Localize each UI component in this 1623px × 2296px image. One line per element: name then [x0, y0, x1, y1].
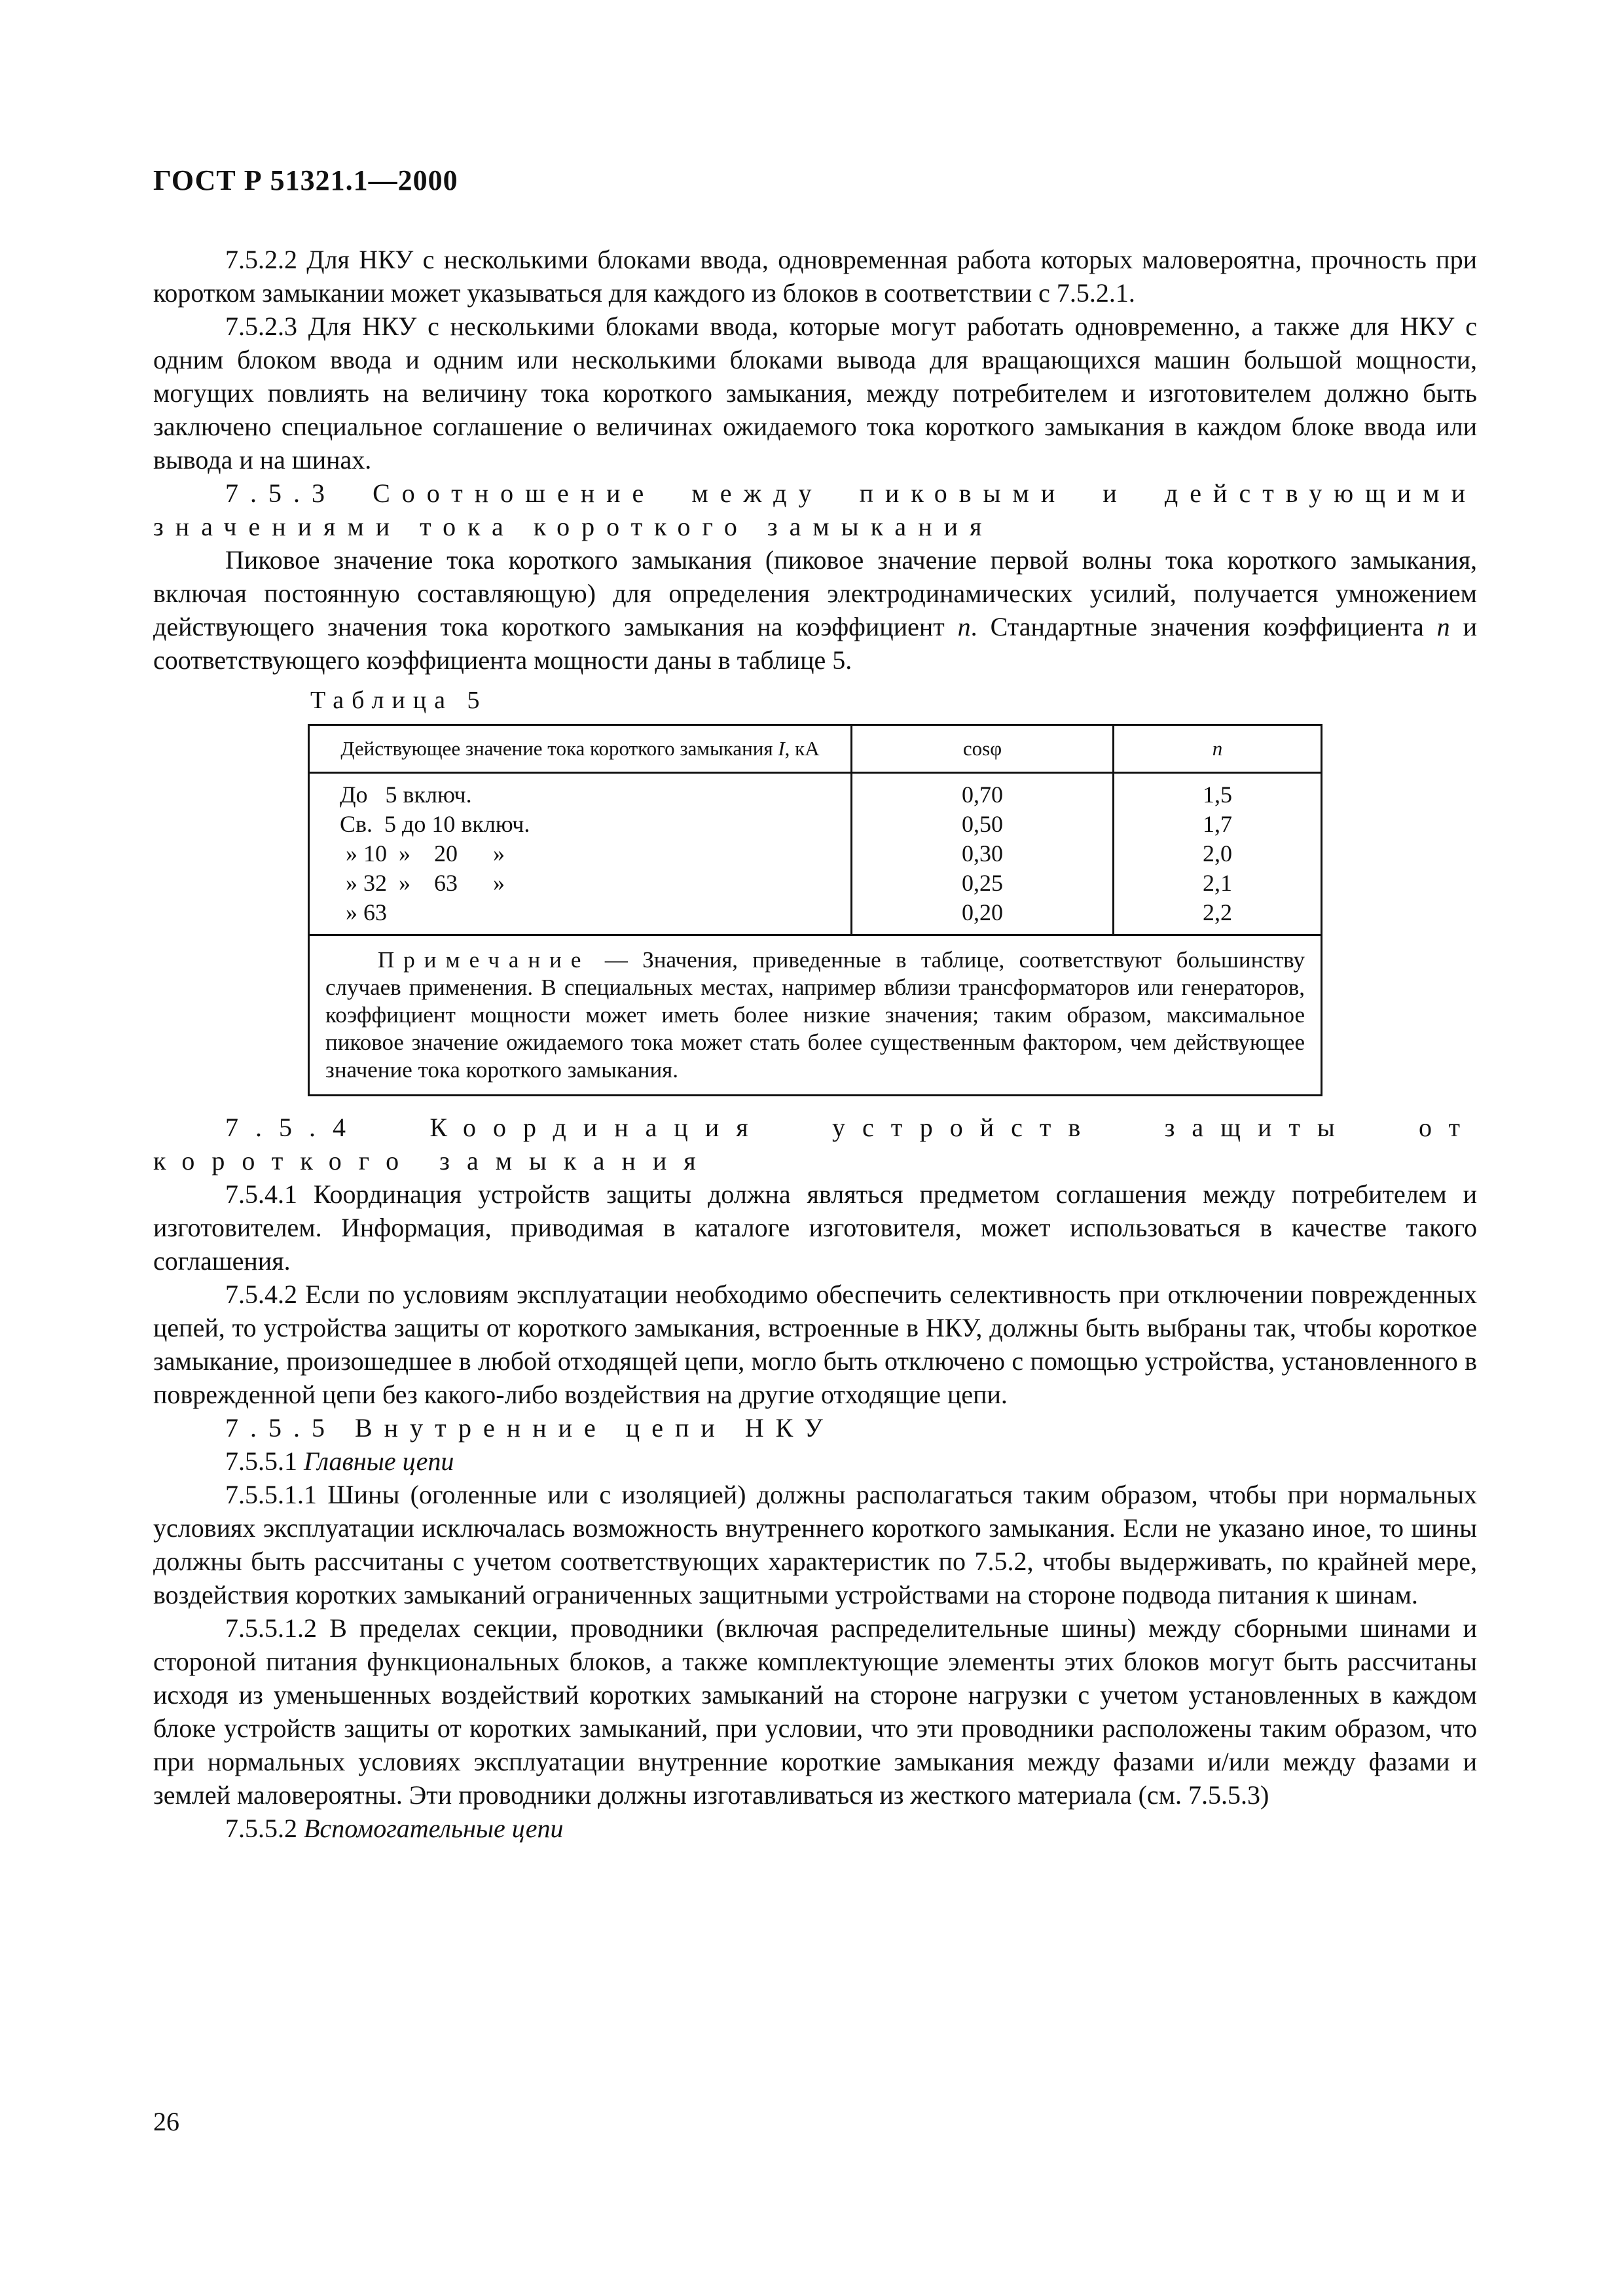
paragraph-7-5-3-body [153, 543, 1477, 677]
coefficient-n-symbol: n [957, 612, 971, 641]
table-cell-cos: 0,70 [962, 781, 1003, 808]
table-note-row [309, 935, 1322, 1096]
document-page [153, 164, 1477, 1845]
coefficient-n-symbol: n [1436, 612, 1450, 641]
heading-7-5-4: 7.5.4 Координация устройств защиты от короткого замыкания [153, 1113, 1477, 1175]
paragraph-7-5-3-text-b: . Стандартные значения коэффициента [970, 612, 1437, 641]
heading-7-5-3: 7.5.3 Соотношение между пиковыми и действующими значениями тока короткого замыкания [153, 478, 1477, 541]
header-n: n [1114, 725, 1322, 773]
heading-7-5-5-1-title: Главные цепи [304, 1446, 454, 1476]
table-cell-range: До 5 включ. [340, 781, 472, 808]
paragraph-7-5-2-3: 7.5.2.3 Для НКУ с несколькими блоками ввода, которые могут работать одновременно, а также для НКУ с одним блоком ввода и одним или несколькими блоками вывода для вращающихся машин большой мощности, могущих повлиять на величину тока короткого замыкания, между потребителем и изготовителем должно быть заключено специальное соглашение о величинах ожидаемого тока короткого замыкания в каждом блоке ввода или вывода и на шинах. [153, 312, 1477, 475]
heading-7-5-5-2 [153, 1812, 1477, 1845]
header-cos: cosφ [852, 725, 1114, 773]
table-cell-cos: 0,20 [962, 899, 1003, 925]
table-cell-n: 2,1 [1203, 870, 1232, 896]
table-cell-n: 2,2 [1203, 899, 1232, 925]
header-current-text: Действующее значение тока короткого замыкания [340, 737, 778, 760]
table-cell-n: 2,0 [1203, 840, 1232, 867]
paragraph-7-5-3-text-c: и соответствующего коэффициента мощности даны в таблице 5. [153, 612, 1477, 675]
heading-7-5-5-2-title: Вспомогательные цепи [304, 1814, 564, 1843]
table-cell-cos: 0,25 [962, 870, 1003, 896]
header-current-symbol: I [778, 737, 785, 760]
paragraph-7-5-3-text-a: Пиковое значение тока короткого замыкания (пиковое значение первой волны тока короткого замыкания, включая постоянную составляющую) для определения электродинамических усилий, получается умножением действующего значения тока короткого замыкания на коэффициент [153, 545, 1477, 641]
note-text: — Значения, приведенные в таблице, соответствуют большинству случаев применения. В специальных местах, например вблизи трансформаторов или генераторов, коэффициент мощности может иметь более низкие значения; таким образом, максимальное пиковое значение ожидаемого тока может стать более существенным фактором, чем действующее значение тока короткого замыкания. [325, 947, 1305, 1083]
paragraph-7-5-5-1-1: 7.5.5.1.1 Шины (оголенные или с изоляцией) должны располагаться таким образом, чтобы при нормальных условиях эксплуатации исключалась возможность внутреннего короткого замыкания. Если не указано иное, то шины должны быть рассчитаны с учетом соответствующих характеристик по 7.5.2, чтобы выдерживать, по крайней мере, воздействия коротких замыканий ограниченных защитными устройствами на стороне подвода питания к шинам. [153, 1480, 1477, 1609]
table-cell-range: » 63 [340, 899, 387, 925]
table-cell-cos: 0,50 [962, 811, 1003, 837]
paragraph-7-5-2-2: 7.5.2.2 Для НКУ с несколькими блоками ввода, одновременная работа которых маловероятна, прочность при коротком замыкании может указываться для каждого из блоков в соответствии с 7.5.2.1. [153, 245, 1477, 308]
paragraph-7-5-4-2: 7.5.4.2 Если по условиям эксплуатации необходимо обеспечить селективность при отключении поврежденных цепей, то устройства защиты от короткого замыкания, встроенные в НКУ, должны быть выбраны так, чтобы короткое замыкание, произошедшее в любой отходящей цепи, могло быть отключено с помощью устройства, установленного в поврежденной цепи без какого-либо воздействия на другие отходящие цепи. [153, 1280, 1477, 1409]
heading-7-5-5-2-number: 7.5.5.2 [225, 1814, 304, 1843]
table-cell-n: 1,5 [1203, 781, 1232, 808]
table-5-caption: Таблица 5 [310, 687, 488, 714]
header-current [309, 725, 852, 773]
heading-7-5-5-1 [153, 1444, 1477, 1478]
table-header-row [309, 725, 1322, 773]
table-values-row [309, 773, 1322, 935]
note-label: Примечание [378, 947, 591, 973]
table-cell-n: 1,7 [1203, 811, 1232, 837]
table-cell-cos: 0,30 [962, 840, 1003, 867]
paragraph-7-5-5-1-2: 7.5.5.1.2 В пределах секции, проводники (включая распределительные шины) между сборными шинами и стороной питания функциональных блоков, а также комплектующие элементы этих блоков могут быть рассчитаны исходя из уменьшенных воздействий коротких замыканий на стороне нагрузки с учетом установленных в каждом блоке устройств защиты от коротких замыканий, при условии, что эти проводники расположены таким образом, что при нормальных условиях эксплуатации внутренние короткие замыкания между фазами и/или между фазами и землей маловероятны. Эти проводники должны изготавливаться из жесткого материала (см. 7.5.5.3) [153, 1613, 1477, 1810]
current-range-column [309, 773, 852, 935]
table-note [309, 935, 1322, 1096]
paragraph-7-5-4-1: 7.5.4.1 Координация устройств защиты должна являться предметом соглашения между потребителем и изготовителем. Информация, приводимая в каталоге изготовителя, может использоваться в качестве такого соглашения. [153, 1179, 1477, 1276]
table-cell-range: Св. 5 до 10 включ. [340, 811, 530, 837]
n-column [1114, 773, 1322, 935]
page-number: 26 [153, 2107, 179, 2136]
table-cell-range: » 32 » 63 » [340, 870, 505, 896]
table-cell-range: » 10 » 20 » [340, 840, 505, 867]
heading-7-5-5: 7.5.5 Внутренние цепи НКУ [225, 1413, 835, 1443]
table-5 [308, 724, 1322, 1096]
header-current-unit: , кА [784, 737, 820, 760]
cos-column [852, 773, 1114, 935]
heading-7-5-5-1-number: 7.5.5.1 [225, 1446, 304, 1476]
standard-header: ГОСТ Р 51321.1—2000 [153, 164, 458, 196]
